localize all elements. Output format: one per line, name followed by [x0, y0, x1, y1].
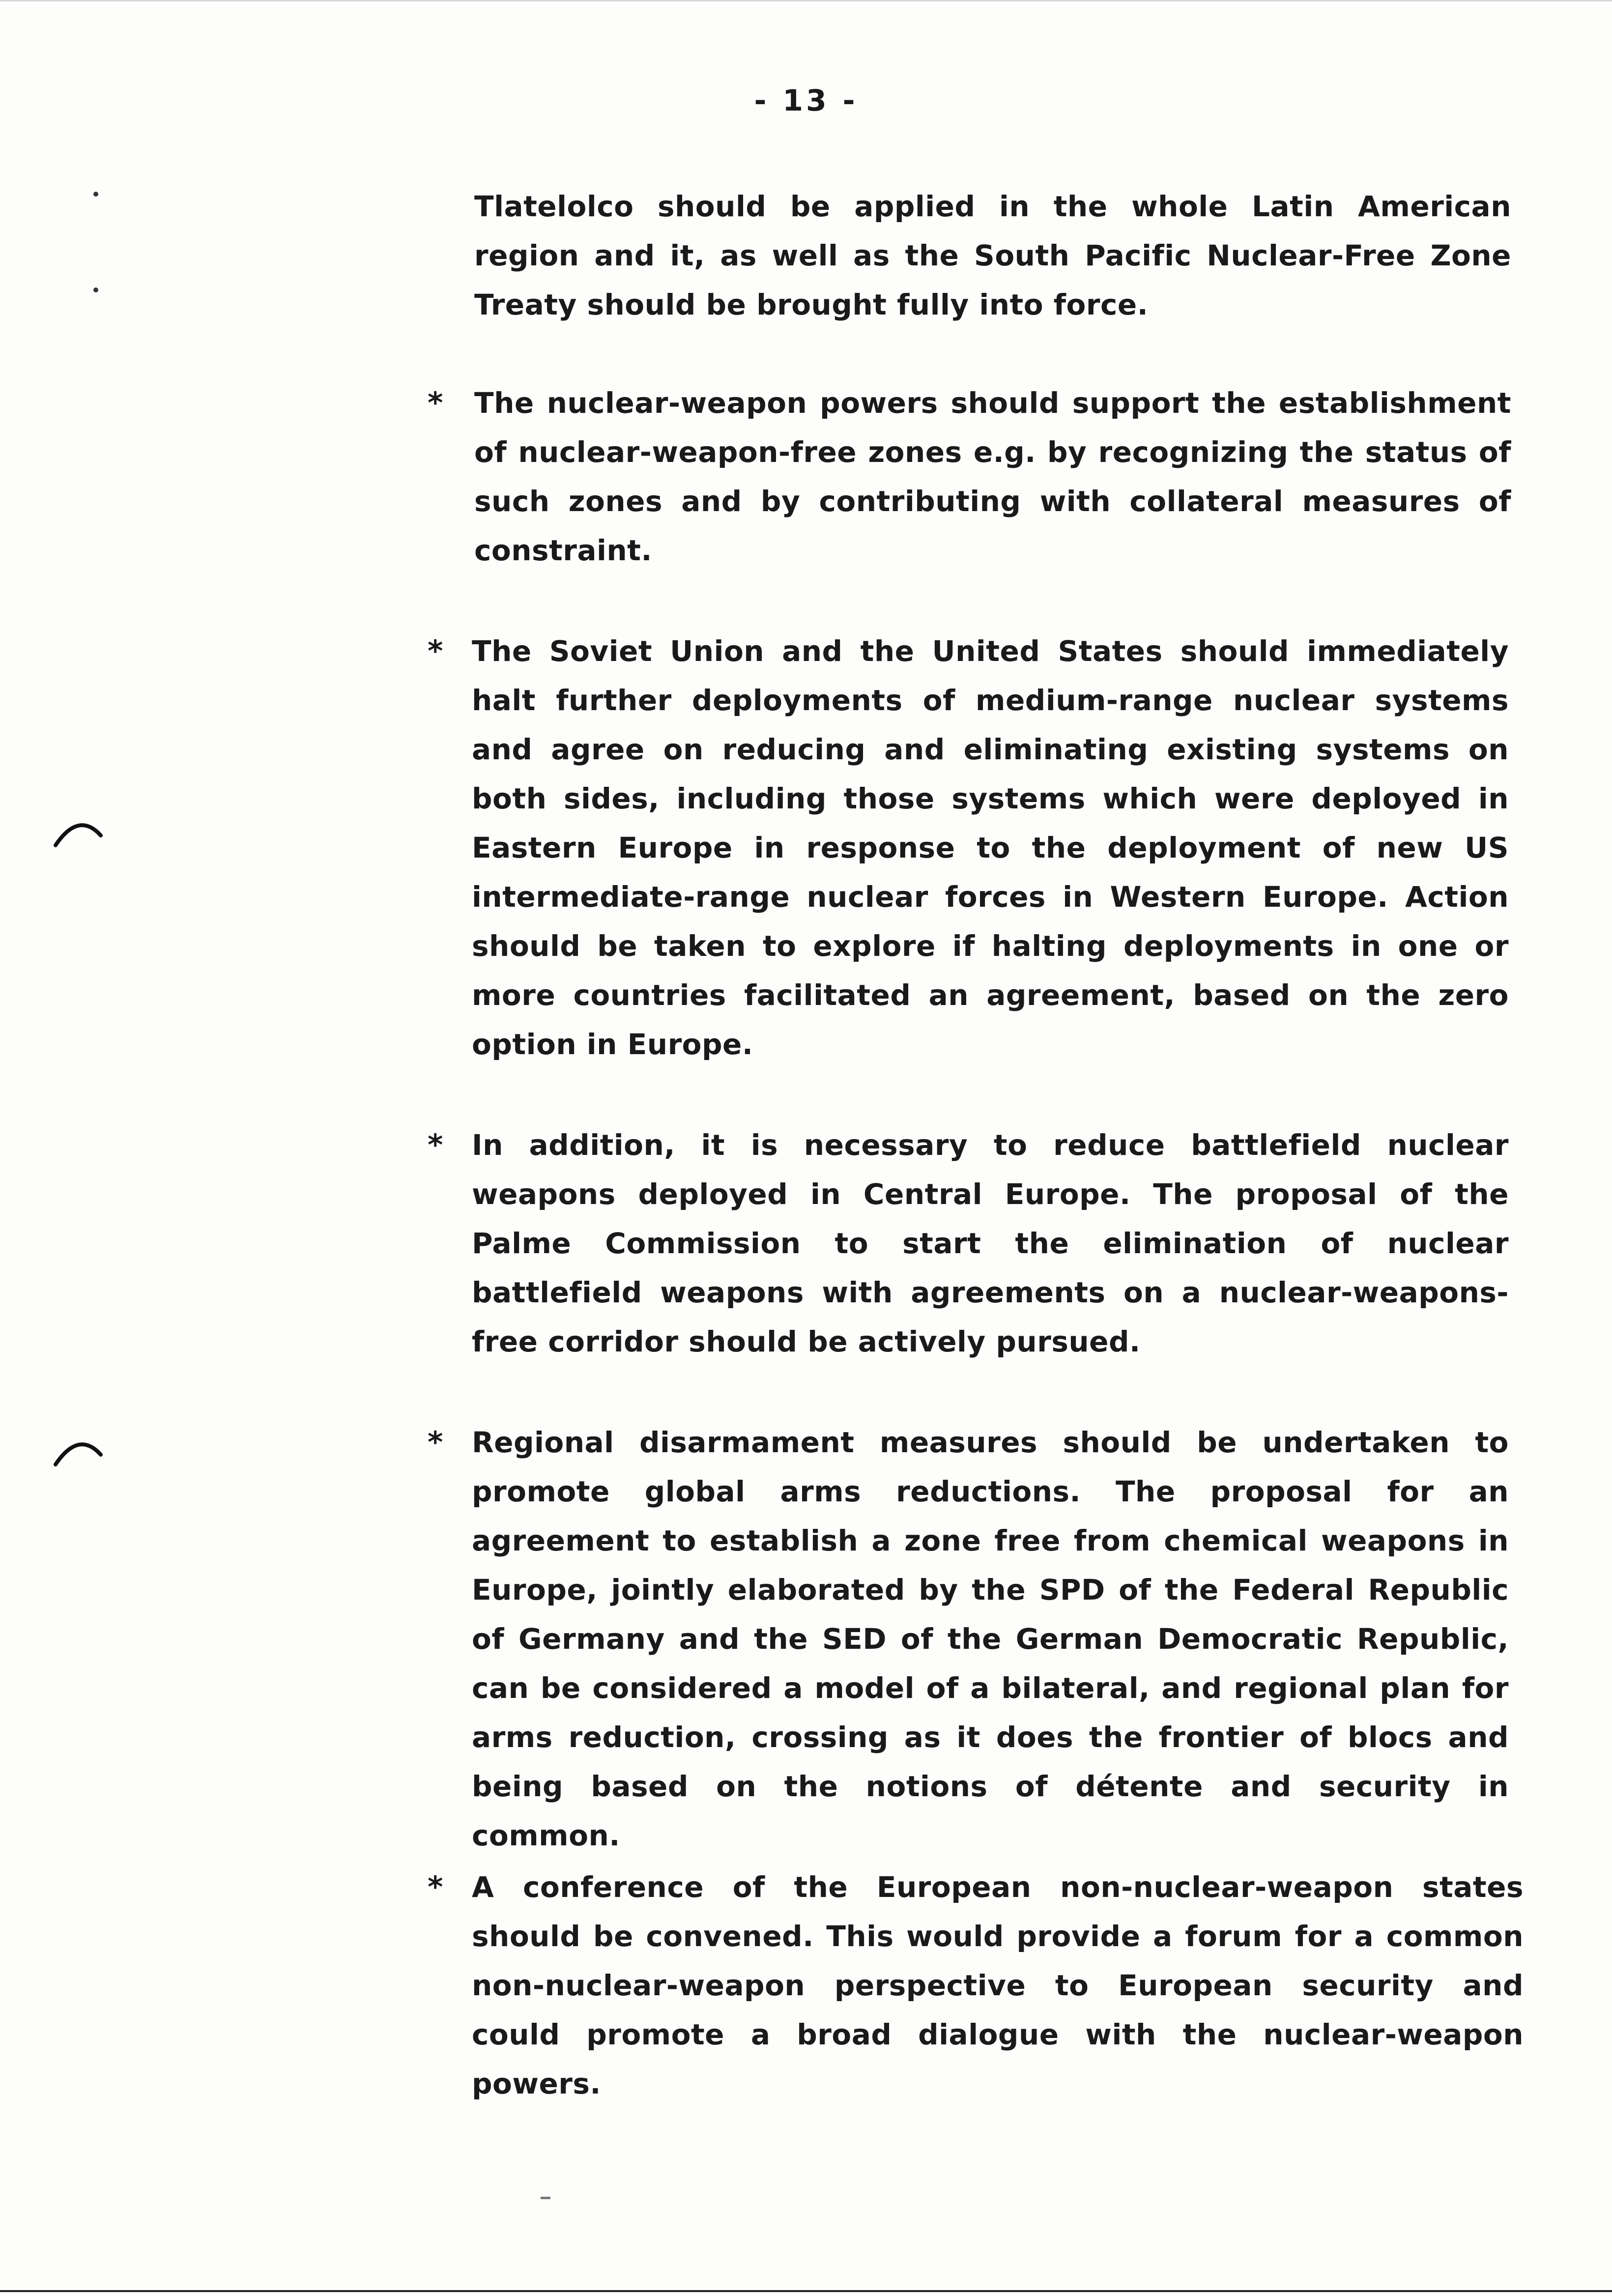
scan-smudge — [541, 2197, 550, 2199]
top-edge-shadow — [0, 0, 1612, 1]
punch-hole-arc — [52, 1435, 106, 1469]
bullet-paragraph: Regional disarmament measures should be undertaken to promote global arms reductions. The proposal for an agreement to establish a zone free from chemical weapons in Europe, jointly elaborated by the SPD of the Federal Republic of Germany and the SED of the German Democratic Republic, can be considered a model of a bilateral, and regional plan for arms reduction, crossing as it does the frontier of blocs and being based on the notions of détente and security in common. — [472, 1426, 1509, 1852]
bottom-edge-line — [0, 2290, 1612, 2292]
bullet-paragraph: The nuclear-weapon powers should support the establishment of nuclear-weapon-free zones e.g. by recognizing the status of such zones and by contributing with collateral measures of constraint. — [474, 386, 1511, 567]
bullet-paragraph: The Soviet Union and the United States should immediately halt further deployments of medium-range nuclear systems and agree on reducing and eliminating existing systems on both sides, including those systems which were deployed in Eastern Europe in response to the deployment of new US intermediate-range nuclear forces in Western Europe. Action should be taken to explore if halting deployments in one or more countries facilitated an agreement, based on the zero option in Europe. — [472, 634, 1509, 1061]
bullet-asterisk: * — [428, 634, 443, 668]
bullet-asterisk: * — [428, 1870, 443, 1904]
bullet-paragraph: A conference of the European non-nuclear-weapon states should be convened. This would provide a forum for a common non-nuclear-weapon perspective to European security and could promote a broad dialogue with the nuclear-weapon powers. — [472, 1870, 1524, 2100]
bullet-asterisk: * — [428, 1425, 443, 1460]
bullet-paragraph: In addition, it is necessary to reduce battlefield nuclear weapons deployed in Central Europe. The proposal of the Palme Commission to start the elimination of nuclear battlefield weapons with agreements on a nuclear-weapons- free corridor should be actively pursued. — [472, 1128, 1509, 1358]
paragraph-continuation: Tlatelolco should be applied in the whole Latin American region and it, as well as the South Pacific Nuclear-Free Zone Treaty should be brought fully into force. — [474, 190, 1511, 321]
page-number: - 13 - — [754, 84, 858, 118]
margin-dot — [93, 192, 98, 197]
margin-dot — [93, 287, 98, 292]
punch-hole-arc — [52, 816, 106, 850]
bullet-asterisk: * — [428, 1128, 443, 1162]
bullet-asterisk: * — [428, 386, 443, 420]
